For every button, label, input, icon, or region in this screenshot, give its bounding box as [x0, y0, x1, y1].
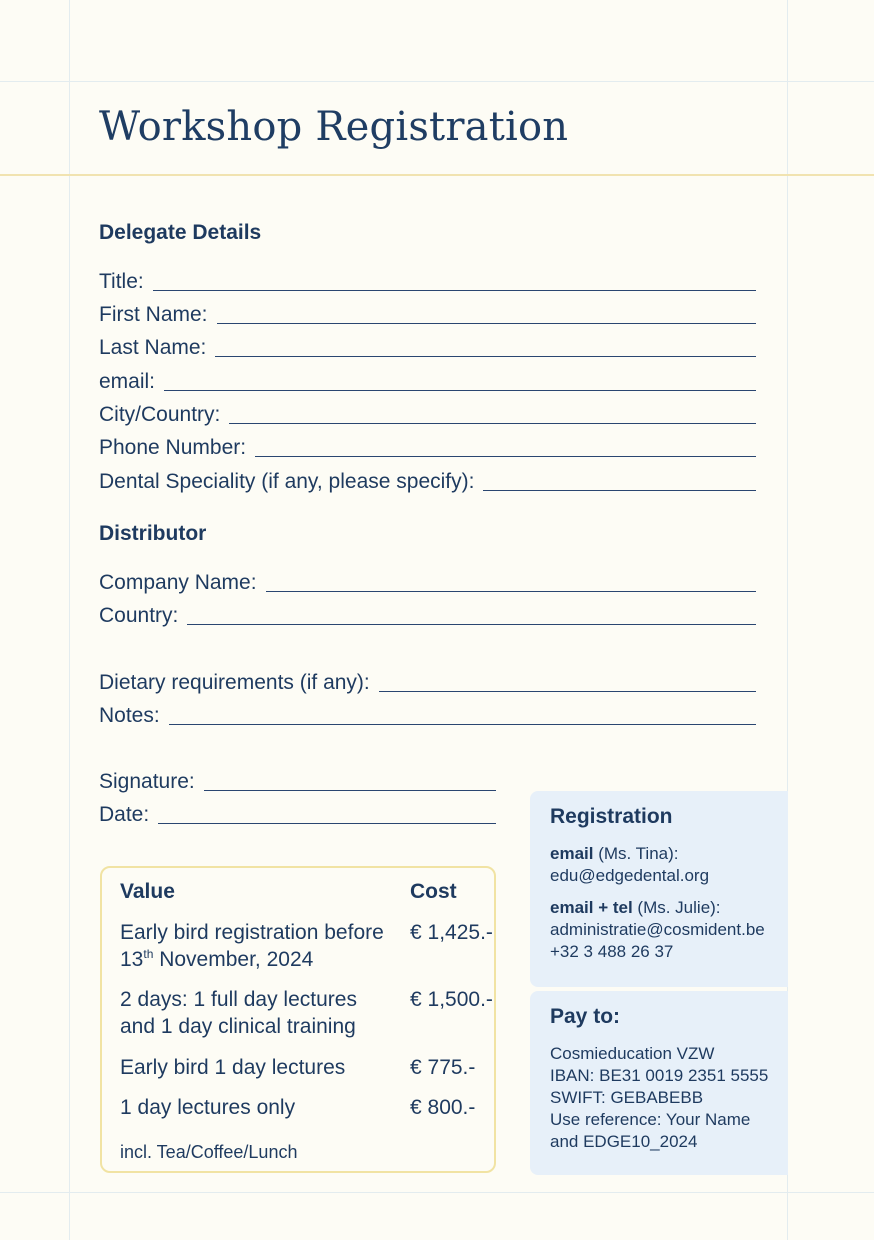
phone-line[interactable]: [255, 455, 756, 457]
country-line[interactable]: [187, 623, 756, 625]
date-label: Date:: [99, 803, 150, 826]
first-name-field[interactable]: [99, 299, 756, 327]
cost-column-header: Cost: [410, 880, 457, 903]
city-country-label: City/Country:: [99, 403, 221, 426]
phone-label: Phone Number:: [99, 436, 247, 459]
signature-field[interactable]: [99, 766, 496, 794]
title-field[interactable]: [99, 266, 756, 294]
email-line[interactable]: [164, 389, 756, 391]
dietary-line[interactable]: [379, 690, 756, 692]
date-line[interactable]: [158, 822, 496, 824]
price-row-value: 2 days: 1 full day lectures: [120, 988, 357, 1011]
email-label: email:: [99, 370, 156, 393]
notes-field[interactable]: [99, 700, 756, 728]
margin-guide-left: [69, 0, 70, 1240]
price-row-two-days: [120, 986, 405, 1040]
price-row-cost: € 775.-: [410, 1056, 476, 1079]
country-label: Country:: [99, 604, 179, 627]
price-row-early-bird: [120, 919, 405, 973]
margin-guide-bottom: [0, 1192, 874, 1193]
signature-label: Signature:: [99, 770, 195, 793]
price-row-cost: € 1,425.-: [410, 921, 493, 944]
delegate-heading: Delegate Details: [99, 221, 262, 244]
registration-phone[interactable]: +32 3 488 26 37: [550, 942, 674, 961]
notes-line[interactable]: [169, 723, 756, 725]
speciality-label: Dental Speciality (if any, please specify):: [99, 470, 475, 493]
email-field[interactable]: [99, 366, 756, 394]
last-name-label: Last Name:: [99, 336, 207, 359]
last-name-field[interactable]: [99, 332, 756, 360]
pay-to-name: Cosmieducation VZW: [550, 1044, 715, 1063]
price-row-cost: € 800.-: [410, 1096, 476, 1119]
margin-guide-top: [0, 81, 874, 82]
price-row-value: 1 day lectures only: [120, 1096, 296, 1119]
first-name-label: First Name:: [99, 303, 208, 326]
city-country-line[interactable]: [229, 422, 756, 424]
registration-box: [530, 791, 788, 987]
notes-label: Notes:: [99, 704, 160, 727]
signature-line[interactable]: [204, 789, 496, 791]
company-name-field[interactable]: [99, 567, 756, 595]
registration-tel-contact: email + tel (Ms. Julie):: [550, 898, 721, 917]
pricing-note: incl. Tea/Coffee/Lunch: [120, 1142, 298, 1162]
dietary-field[interactable]: [99, 667, 756, 695]
pay-to-reference: Use reference: Your Name: [550, 1110, 751, 1129]
speciality-field[interactable]: [99, 466, 756, 494]
pricing-table: [100, 866, 496, 1173]
price-row-value: and 1 day clinical training: [120, 1015, 356, 1038]
company-name-line[interactable]: [266, 590, 756, 592]
pay-to-swift: SWIFT: GEBABEBB: [550, 1088, 704, 1107]
phone-field[interactable]: [99, 432, 756, 460]
title-label: Title:: [99, 270, 144, 293]
registration-heading: Registration: [550, 805, 673, 828]
pay-to-reference-code: and EDGE10_2024: [550, 1132, 698, 1151]
city-country-field[interactable]: [99, 399, 756, 427]
registration-email[interactable]: edu@edgedental.org: [550, 866, 710, 885]
speciality-line[interactable]: [483, 489, 756, 491]
date-field[interactable]: [99, 799, 496, 827]
distributor-heading: Distributor: [99, 522, 207, 545]
registration-tel-email[interactable]: administratie@cosmident.be: [550, 920, 765, 939]
header-divider: [0, 174, 874, 176]
dietary-label: Dietary requirements (if any):: [99, 671, 370, 694]
price-row-value-date: 13th November, 2024: [120, 947, 314, 971]
company-name-label: Company Name:: [99, 571, 257, 594]
price-row-cost: € 1,500.-: [410, 988, 493, 1011]
value-column-header: Value: [120, 880, 175, 903]
price-row-value: Early bird 1 day lectures: [120, 1056, 346, 1079]
first-name-line[interactable]: [217, 322, 756, 324]
pay-to-heading: Pay to:: [550, 1005, 621, 1028]
registration-email-contact: email (Ms. Tina):: [550, 844, 679, 863]
price-row-value: Early bird registration before: [120, 921, 384, 944]
last-name-line[interactable]: [215, 355, 756, 357]
title-line[interactable]: [153, 289, 756, 291]
page-title: Workshop Registration: [99, 104, 569, 150]
country-field[interactable]: [99, 600, 756, 628]
pay-to-box: [530, 991, 788, 1175]
pay-to-iban: IBAN: BE31 0019 2351 5555: [550, 1066, 769, 1085]
